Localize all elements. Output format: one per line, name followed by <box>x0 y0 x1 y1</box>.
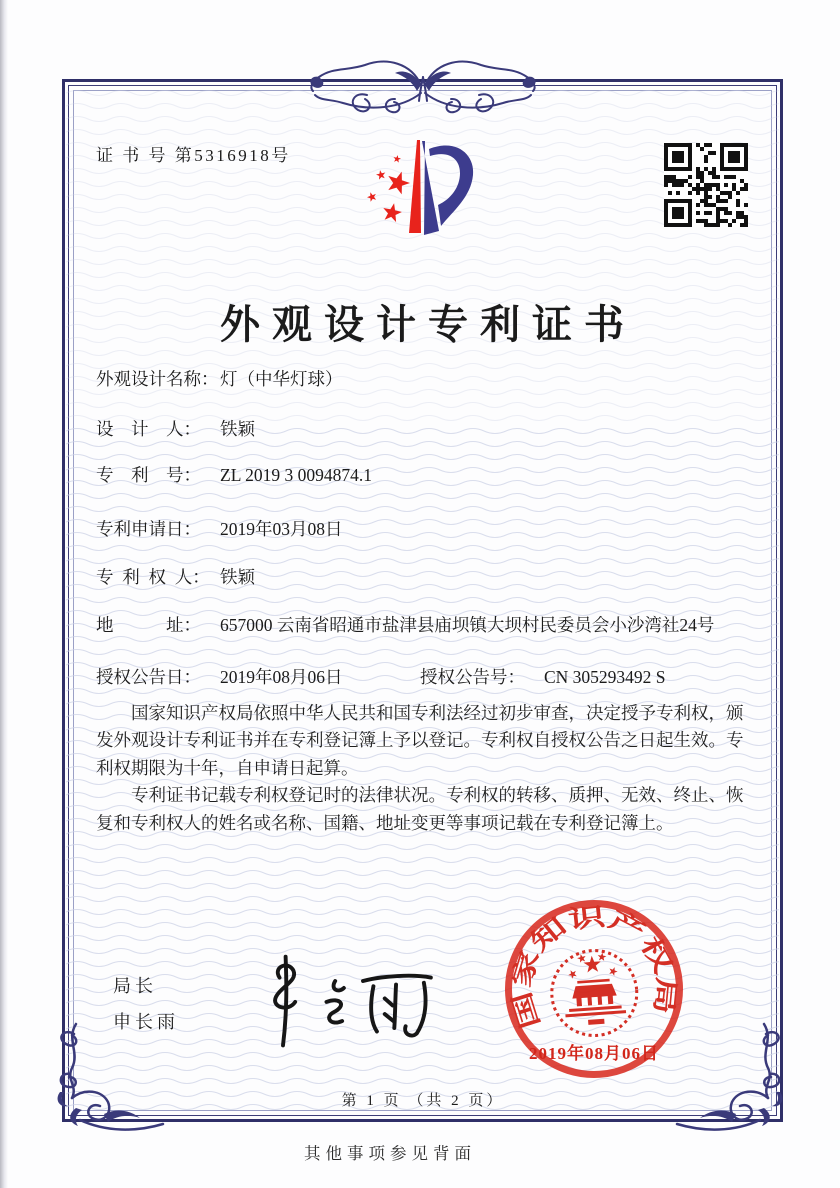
field-value: 657000 云南省昭通市盐津县庙坝镇大坝村民委员会小沙湾社24号 <box>220 615 715 635</box>
field-label: 专利申请日： <box>96 519 201 539</box>
field-label: 专 利 号： <box>96 465 201 485</box>
field-value: 灯（中华灯球） <box>220 369 343 389</box>
field-value: 2019年08月06日 <box>220 667 343 687</box>
field-row-designer <box>96 416 756 442</box>
seal-date: 2019年08月06日 <box>529 1044 659 1063</box>
field-value: 2019年03月08日 <box>220 519 343 539</box>
field-value: ZL 2019 3 0094874.1 <box>220 465 372 485</box>
field-label: 地 址： <box>96 615 201 635</box>
field-row-patentee <box>96 564 756 590</box>
field-label: 设 计 人： <box>96 419 201 439</box>
logo-stars <box>367 155 410 222</box>
signer-title: 局长 <box>113 976 157 996</box>
field-value: 铁颖 <box>220 419 255 439</box>
footer-note: 其他事项参见背面 <box>304 1144 476 1163</box>
page-number: 第 1 页 （共 2 页） <box>341 1093 505 1109</box>
cnipa-logo <box>355 135 505 260</box>
signer-name: 申长雨 <box>113 1012 179 1032</box>
certificate-title: 外观设计专利证书 <box>220 301 636 347</box>
field-label: 授权公告号： <box>420 667 525 687</box>
bottom-left-flourish-ornament <box>50 1022 165 1137</box>
field-label: 专 利 权 人： <box>96 567 210 587</box>
field-row-patent-number <box>96 462 756 488</box>
national-emblem <box>549 948 640 1039</box>
seal-text: 国家知识产权局 <box>507 904 681 1032</box>
bottom-right-flourish-ornament <box>675 1022 790 1137</box>
legal-paragraph: 专利证书记载专利权登记时的法律状况。专利权的转移、质押、无效、终止、恢复和专利权人的姓名或名称、国籍、地址变更等事项记载在专利登记簿上。 <box>96 785 744 833</box>
field-value: 铁颖 <box>220 567 255 587</box>
field-row-filing-date <box>96 516 756 542</box>
legal-paragraph: 国家知识产权局依照中华人民共和国专利法经过初步审查，决定授予专利权，颁发外观设计专利证书并在专利登记簿上予以登记。专利权自授权公告之日起生效。专利权期限为十年，自申请日起算。 <box>96 703 744 778</box>
signature-graphic <box>238 948 448 1048</box>
scan-edge-shadow <box>0 0 8 1188</box>
field-label: 授权公告日： <box>96 667 201 687</box>
field-row-design-name <box>96 366 756 392</box>
logo-red-spire <box>409 140 421 233</box>
field-value: CN 305293492 S <box>544 667 666 687</box>
certificate-number: 证 书 号 第5316918号 <box>96 146 291 165</box>
field-row-address <box>96 612 756 638</box>
field-row-grant <box>96 664 756 690</box>
top-flourish-ornament <box>303 55 543 117</box>
qr-code <box>664 143 748 227</box>
legal-text <box>96 700 751 837</box>
field-label: 外观设计名称： <box>96 369 219 389</box>
